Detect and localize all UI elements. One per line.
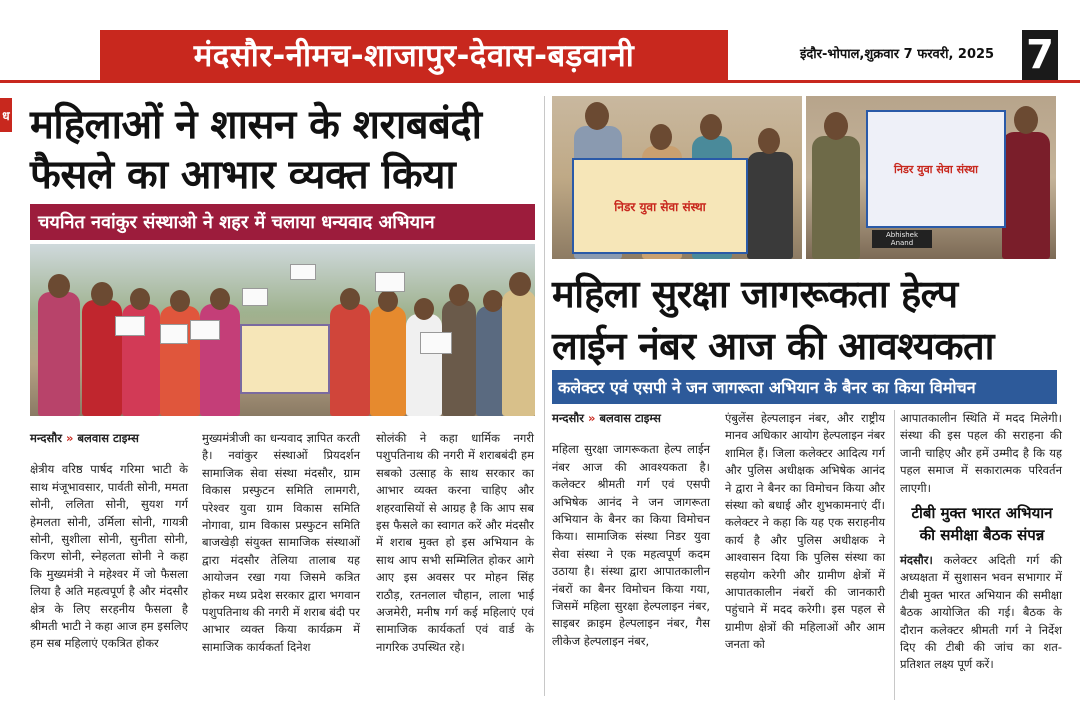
photo-placard — [242, 288, 268, 306]
byline-arrow-icon: » — [588, 411, 596, 425]
page-number: 7 — [1022, 30, 1058, 80]
story2-headline-line2: लाईन नंबर आज की आवश्यकता — [552, 324, 995, 368]
side-tab: ध — [0, 98, 12, 132]
column-divider — [894, 410, 895, 700]
story1-kicker: चयनित नवांकुर संस्थाओ ने शहर में चलाया धन्यवाद अभियान — [30, 204, 535, 240]
section-title: मंदसौर-नीमच-शाजापुर-देवास-बड़वानी — [100, 30, 728, 80]
story2-column-3: आपातकालीन स्थिति में मदद मिलेगी। संस्था की इस पहल की सराहना की जानी चाहिए और हमें उम्मीद है कि यह पहल समाज में सकारात्मक परिवर्तन लाएगी। — [900, 411, 1062, 495]
photo-person-head — [449, 284, 469, 306]
story2-column-1 — [552, 410, 710, 650]
photo-banner — [240, 324, 330, 394]
photo-person-head — [91, 282, 113, 306]
story1-column-2: मुख्यमंत्रीजी का धन्यवाद ज्ञापित करती है। नवांकुर संस्थाओं प्रियदर्शन सामाजिक सेवा संस्था मंदसौर, ग्राम विकास प्रस्फुटन समिति लामगरी, परेश्वर युवा ग्राम विकास समिति नोगावा, ग्राम विकास प्रस्फुटन समिति बाजखेड़ी संयुक्त सामाजिक संस्थाओं द्वारा मंदसौर तेलिया तालाब यह आयोजन रखा गया जिसमे कत्रित होकर मध्य प्रदेश सरकार द्वारा भगवान पशुपतिनाथ की नगरी में शराब बंदी पर आभार व्यक्त किया कार्यक्रम में सामाजिक कार्यकर्ता दिनेश — [202, 431, 360, 654]
story2-kicker: कलेक्टर एवं एसपी ने जन जागरूता अभियान के बैनर का किया विमोचन — [552, 370, 1057, 404]
byline-source: बलवास टाइम्स — [599, 411, 661, 425]
photo-person — [330, 304, 370, 416]
photo-person — [442, 300, 476, 416]
photo-person — [370, 306, 406, 416]
photo-person-head — [824, 112, 848, 140]
photo-placard — [420, 332, 452, 354]
photo-person-head — [483, 290, 503, 312]
story3-body — [900, 552, 1062, 674]
story2-column-2: एंबुलेंस हेल्पलाइन नंबर, और राष्ट्रीय मानव अधिकार आयोग हेल्पलाइन नंबर शामिल हैं। जिला कलेक्टर आदित्य गर्ग और पुलिस अधीक्षक अभिषेक आनंद ने द्वारा ने बैनर का विमोचन किया और संस्था को बधाई और शुभकामनाएं दीं। कलेक्टर ने कहा कि यह एक सराहनीय कार्य है और पुलिस अधीक्षक ने आश्वासन दिया कि पुलिस संस्था का सहयोग करेगी और ग्रामीण क्षेत्रों में आपातकालीन नंबरों की जानकारी पहुंचाने में मदद करेगी। इस पहल से ग्रामीण क्षेत्रों की महिलाओं और आम जनता को — [725, 411, 885, 652]
byline-place: मन्दसौर — [552, 411, 584, 425]
masthead-rule — [0, 80, 1080, 83]
story3-headline: टीबी मुक्त भारत अभियान की समीक्षा बैठक संपन्न — [911, 504, 1053, 544]
photo-person — [502, 290, 535, 416]
photo-placard — [290, 264, 316, 280]
byline-source: बलवास टाइम्स — [77, 431, 139, 445]
photo-person — [38, 292, 80, 416]
photo-person-head — [509, 272, 531, 296]
photo-placard — [375, 272, 405, 292]
photo-nameplate: Abhishek Anand — [872, 230, 932, 248]
byline-arrow-icon: » — [66, 431, 74, 445]
story2-byline — [552, 410, 710, 427]
photo-person — [406, 314, 442, 416]
photo-person-head — [48, 274, 70, 298]
edition-date: इंदौर-भोपाल,शुक्रवार 7 फरवरी, 2025 — [800, 47, 995, 62]
story1-column-1 — [30, 430, 188, 653]
photo-person — [747, 152, 793, 259]
story1-col1-text: क्षेत्रीय वरिष्ठ पार्षद गरिमा भाटी के साथ मंजूभावसार, पार्वती सोनी, ममता सोनी, ललिता सोनी, सुयश गर्ग हेमलता सोनी, उर्मिला सोनी, गायत्री सोनी, सुशीला सोनी, सुनीता सोनी, किरण सोनी, स्नेहलता सोनी ने कहा कि मुख्यमंत्री ने महेश्वर में जो फैसला लिया है अति महत्वपूर्ण है और मंदसौर क्षेत्र के लिए सरहनीय फैसला है श्रीमती भाटी ने कहा आज हम इसलिए हम सब महिलाएं एकत्रित होकर — [30, 462, 188, 651]
photo-person-head — [378, 290, 398, 312]
photo-person-head — [1014, 106, 1038, 134]
story1-photo — [30, 244, 535, 416]
photo-person-head — [130, 288, 150, 310]
story2-photo-left — [552, 96, 802, 259]
photo-person-head — [585, 102, 609, 130]
photo-banner: निडर युवा सेवा संस्था — [572, 158, 748, 254]
photo-person — [1002, 132, 1050, 259]
photo-person-head — [700, 114, 722, 140]
column-divider — [544, 96, 545, 696]
photo-person-head — [650, 124, 672, 150]
byline-place: मन्दसौर — [30, 431, 62, 445]
story1-headline-line2: फैसले का आभार व्यक्त किया — [30, 152, 456, 198]
photo-person-head — [170, 290, 190, 312]
story1-headline — [30, 100, 540, 200]
story2-headline-line1: महिला सुरक्षा जागरूकता हेल्प — [552, 272, 958, 316]
photo-banner: निडर युवा सेवा संस्था — [866, 110, 1006, 228]
photo-placard — [190, 320, 220, 340]
story3-dateline: मंदसौर। — [900, 553, 933, 567]
story2-photo-right — [806, 96, 1056, 259]
story3-text: कलेक्टर अदिती गर्ग की अध्यक्षता में सुशासन भवन सभागार में टीबी मुक्त भारत अभियान की समीक्षा बैठक आयोजित की गई। बैठक के दौरान कलेक्टर श्रीमती गर्ग ने निर्देश दिए की टीबी की जांच का शत- प्रतिशत लक्ष्य पूर्ण करें। — [900, 553, 1062, 672]
photo-placard — [160, 324, 188, 344]
photo-person — [812, 136, 860, 259]
photo-person-head — [414, 298, 434, 320]
story1-column-3: सोलंकी ने कहा धार्मिक नगरी पशुपतिनाथ की नगरी में शराबबंदी हम सबको उत्साह के साथ सरकार का आभार व्यक्त करना चाहिए और शहरवासियों से आग्रह है कि आप सब इस फैसले का स्वागत करें और मंदसौर में शराब मुक्त हो इस अभियान के साथ आप सभी सम्मिलित होकर आगे आए इस अवसर पर मोहन सिंह राठौड़, रतनलाल चौहान, लाला भाई अजमेरी, मनीष गर्ग कई महिलाएं एवं सामाजिक कार्यकर्ता एवं वार्ड के नागरिक उपस्थित रहे। — [376, 431, 534, 654]
story2-col1-text: महिला सुरक्षा जागरूकता हेल्प लाईन नंबर आज की आवश्यकता है। कलेक्टर श्रीमती गर्ग एवं एसपी अभिषेक आनंद ने जन जागरूता अभियान के बैनर का किया विमोचन किया। सामाजिक संस्था निडर युवा सेवा संस्था ने एक महत्वपूर्ण कदम उठाया है। संस्था द्वारा आपातकालीन नंबरों का बैनर विमोचन किया गया, जिसमें महिला सुरक्षा हेल्पलाइन नंबर, साइबर क्राइम हेल्पलाइन नंबर, गैस लीकेज हेल्पलाइन नंबर, — [552, 442, 710, 648]
photo-placard — [115, 316, 145, 336]
photo-person-head — [340, 288, 360, 310]
photo-person-head — [210, 288, 230, 310]
story1-headline-line1: महिलाओं ने शासन के शराबबंदी — [30, 102, 482, 148]
photo-person-head — [758, 128, 780, 154]
story1-byline — [30, 430, 188, 447]
story2-headline — [552, 268, 1057, 372]
